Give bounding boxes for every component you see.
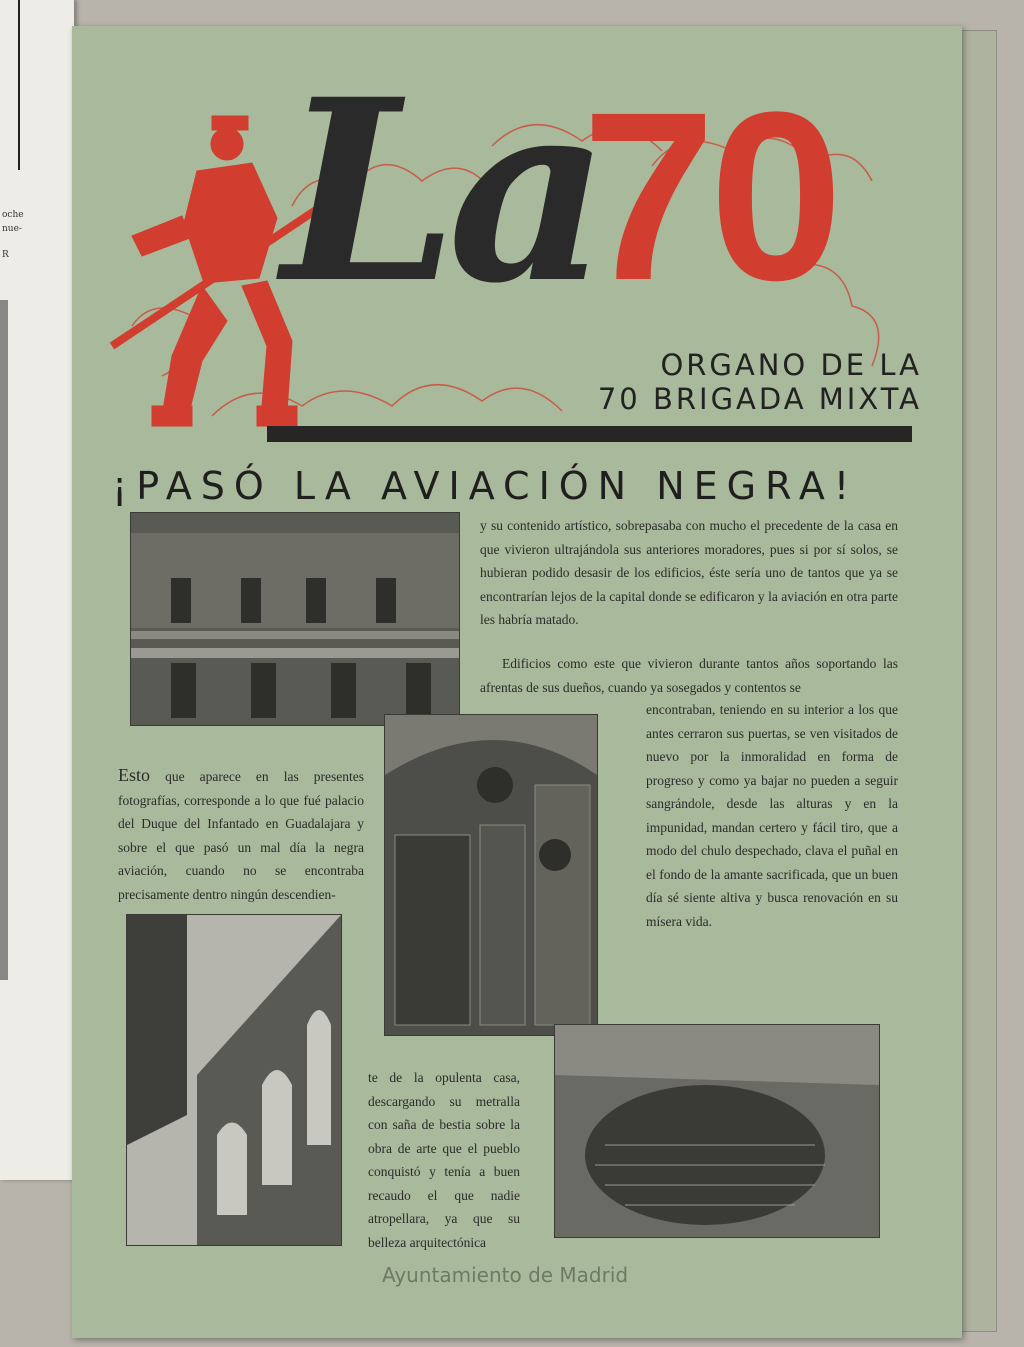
newspaper-page — [72, 26, 962, 1338]
left-page-frame — [0, 0, 20, 170]
article-col-left — [118, 764, 364, 906]
masthead-subtitle-line1: ORGANO DE LA — [660, 348, 922, 382]
palace-facade-photo — [130, 512, 460, 726]
article-col-top-right-2: Edificios como este que vivieron durante tantos años soportando las afrentas de sus dueños, cuando ya sosegados y contentos se — [480, 656, 898, 695]
masthead-subtitle-line2: 70 BRIGADA MIXTA — [597, 382, 922, 416]
painted-ceiling-photo — [384, 714, 598, 1036]
headline: ¡PASÓ LA AVIACIÓN NEGRA! — [112, 464, 859, 508]
left-page-photo-strip — [0, 300, 8, 980]
ruined-arches-photo — [126, 914, 342, 1246]
masthead-title-70: 70 — [582, 62, 837, 330]
masthead-rule — [267, 426, 912, 442]
left-page-fragment: oche — [2, 210, 24, 220]
masthead — [92, 44, 952, 466]
left-page-fragment: nue- — [2, 224, 22, 234]
article-col-top-right-1: y su contenido artístico, sobrepasaba con mucho el precedente de la casa en que vivieron ultrajándola sus anteriores moradores, pues si por sí solos, se hubieran podido desasir de los edificios, éste sería uno de tantos que ya se encontrarían lejos de la capital donde se edificaron y la aviación en otra parte les habría matado. — [480, 518, 898, 627]
left-page-edge — [0, 0, 75, 1180]
article-col-left-text: que aparece en las presentes fotografías, corresponde a lo que fué palacio del Duque del Infantado en Guadalajara y sobre el que pasó un mal día la negra aviación, cuando no se encontraba precisamente dentro ningún descendien- — [118, 769, 364, 902]
masthead-title-la: La — [282, 44, 600, 338]
left-page-fragment: R — [2, 250, 9, 260]
damaged-vault-photo — [554, 1024, 880, 1238]
article-initial: Esto — [118, 765, 151, 785]
article-col-bottom: te de la opulenta casa, descargando su metralla con saña de bestia sobre la obra de arte que el pueblo conquistó y tenía a buen recaudo el que nadie atropellara, ya que su belleza arquitectónica — [368, 1070, 520, 1250]
article-col-right: encontraban, teniendo en su interior a los que antes cerraron sus puertas, se ven visitados de nuevo por la inmoralidad en forma de progreso y como ya bajar no pueden a seguir sangrándole, desde las alturas y en la impunidad, mandan certero y fácil tiro, que a modo del chulo despechado, clava el puñal en el fondo de la amante sacrificada, que un buen día sé siente altiva y busca renovación en su mísera vida. — [646, 702, 898, 929]
credit-watermark: Ayuntamiento de Madrid — [382, 1263, 629, 1287]
